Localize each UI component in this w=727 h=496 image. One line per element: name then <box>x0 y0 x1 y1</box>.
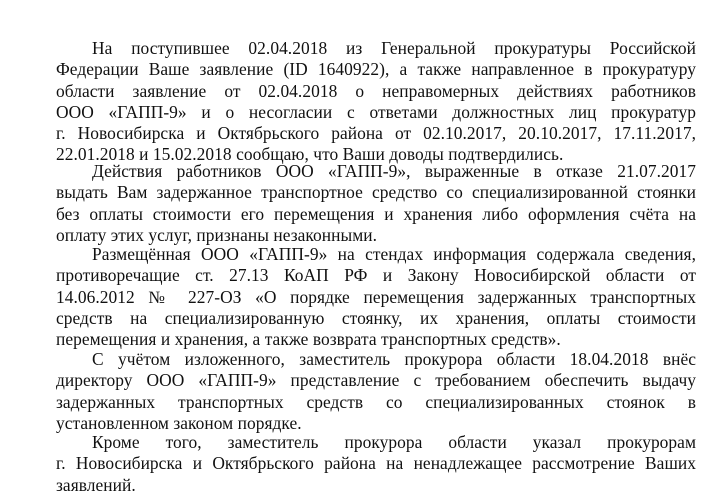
text-line: без оплаты стоимости его перемещения и хранения либо оформления счёта на <box>56 203 696 224</box>
text-line: перемещения и хранения, а также возврата транспортных средств». <box>56 329 561 350</box>
text-line: противоречащие ст. 27.13 КоАП РФ и Закону Новосибирской области от <box>56 265 696 286</box>
text-line: 22.01.2018 и 15.02.2018 сообщаю, что Ваши доводы подтвердились. <box>56 144 564 165</box>
text-line: 14.06.2012 № 227-ОЗ «О порядке перемещения задержанных транспортных <box>56 286 696 307</box>
text-line: директору ООО «ГАПП-9» представление с требованием обеспечить выдачу <box>56 370 696 391</box>
text-line: г. Новосибирска и Октябрьского района на ненадлежащее рассмотрение Ваших <box>56 453 696 474</box>
text-line: области заявление от 02.04.2018 о неправомерных действиях работников <box>56 80 696 101</box>
text-line: оплату этих услуг, признаны незаконными. <box>56 224 378 245</box>
paragraph-prosecutors-notice <box>56 432 696 496</box>
text-line: заявлений. <box>56 474 136 495</box>
text-line: выдать Вам задержанное транспортное средство со специализированной стоянки <box>56 182 696 203</box>
text-line: средств на специализированную стоянку, их хранения, оплаты стоимости <box>56 307 696 328</box>
text-line: ООО «ГАПП-9» и о несогласии с ответами должностных лиц прокуратур <box>56 101 696 122</box>
text-line: Федерации Ваше заявление (ID 1640922), а также направленное в прокуратуру <box>56 59 696 80</box>
text-line: задержанных транспортных средств со специализированных стоянок в <box>56 391 696 412</box>
text-line: Кроме того, заместитель прокурора области указал прокурорам <box>92 432 696 452</box>
paragraph-unlawful-actions <box>56 161 696 246</box>
text-line: Действия работников ООО «ГАПП-9», выраженные в отказе 21.07.2017 <box>92 161 696 181</box>
paragraph-appeal-result <box>56 38 696 166</box>
text-line: установленном законом порядке. <box>56 412 302 433</box>
text-line: г. Новосибирска и Октябрьского района от 02.10.2017, 20.10.2017, 17.11.2017, <box>56 123 696 144</box>
paragraph-representation <box>56 349 696 434</box>
text-line: На поступившее 02.04.2018 из Генеральной прокуратуры Российской <box>92 38 696 58</box>
text-line: С учётом изложенного, заместитель прокурора области 18.04.2018 внёс <box>92 349 696 369</box>
text-line: Размещённая ООО «ГАПП-9» на стендах информация содержала сведения, <box>92 244 696 264</box>
paragraph-posted-information <box>56 244 696 350</box>
